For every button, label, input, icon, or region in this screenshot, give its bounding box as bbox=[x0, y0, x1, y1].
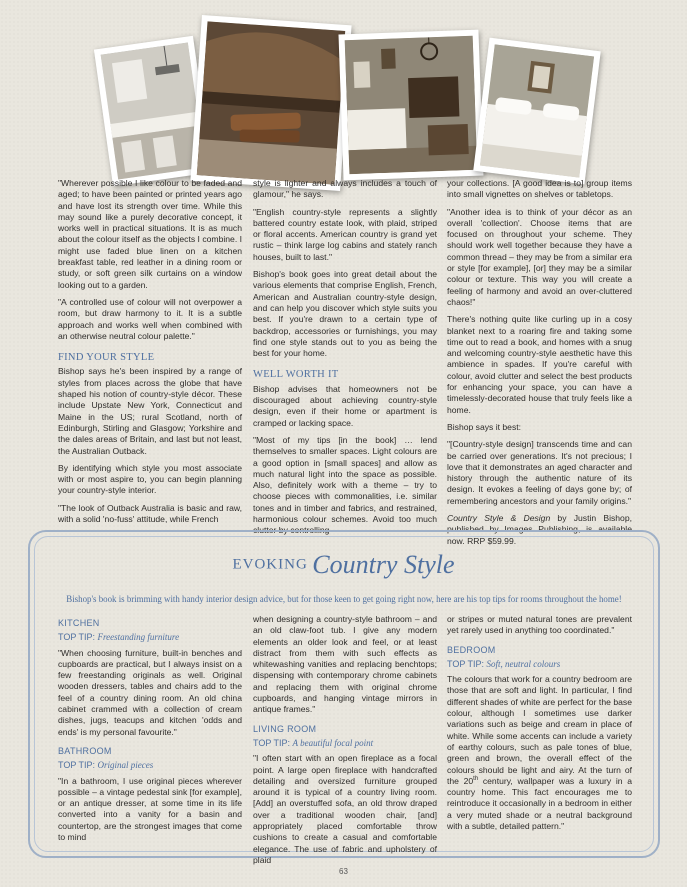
kitchen-photo-art bbox=[101, 42, 206, 179]
book-credit-text: by Justin Bishop, published by Images Publishing, is available now. RRP $59.99. bbox=[447, 513, 633, 546]
top-tip-label: TOP TIP: bbox=[58, 632, 98, 643]
text-segment: The colours that work for a country bedroom are those that are soft and light. In particular, I find different shades of white are perfect for the base colour, although I sometimes use darker variations such as beige and cream in place of white. While some accents can include a variety of earthy colours, such as pale tones of blue, green and brown, the overall effect of the colours should be light and airy. At the turn of the 20 bbox=[447, 674, 632, 786]
text-segment: century, wallpaper was a luxury in a country home. This fact encourages me to reintroduce it occasionally in a bedroom in either a very muted shade or a neutral background with a subtle, detailed pattern." bbox=[447, 775, 632, 832]
top-tip-title: Freestanding furniture bbox=[97, 632, 180, 643]
top-tip-title: Original pieces bbox=[97, 760, 154, 771]
top-tip-label: TOP TIP: bbox=[447, 658, 487, 669]
top-tip bbox=[447, 659, 632, 670]
page-number: 63 bbox=[339, 867, 348, 876]
paragraph: "Wherever possible I like colour to be faded and aged; to have been painted or printed years ago and have lost its strength over time. While this may sound like a purely decorative concept, it works well in practical situations. It is as much about the colour itself as the objects I combine. I might use faded blue linen on a kitchen breakfast table, red leather in a dining room or study, or soft green silk curtains on a window looking out to a garden. bbox=[58, 178, 242, 290]
paragraph: your collections. [A good idea is to] group items into small vignettes on shelves or tabletops. bbox=[447, 178, 632, 200]
room-heading-kitchen: KITCHEN bbox=[58, 618, 100, 628]
section-heading: WELL WORTH IT bbox=[253, 369, 339, 381]
tips-column-1 bbox=[58, 614, 242, 849]
paragraph: Bishop advises that homeowners not be discouraged about achieving country-style design, even if their home or apartment is cramped or lacking space. bbox=[253, 383, 437, 428]
rolltop-desk-photo-art bbox=[197, 21, 345, 184]
top-tip bbox=[253, 738, 437, 749]
bedroom-photo bbox=[473, 38, 600, 185]
room-heading-bathroom: BATHROOM bbox=[58, 745, 112, 756]
paragraph: "English country-style represents a slightly battered country estate look, with plaid, striped or floral accents. American country is grand yet rustic – think large log cabins and stately ranch houses, built to last." bbox=[253, 206, 437, 262]
paragraph bbox=[447, 674, 632, 832]
top-tip bbox=[58, 760, 242, 771]
paragraph: "A controlled use of colour will not overpower a room, but draw harmony to it. It is a subtle approach and works well when combined with an otherwise neutral colour palette." bbox=[58, 296, 242, 341]
room-heading-living-room: LIVING ROOM bbox=[253, 723, 317, 734]
tips-column-3 bbox=[447, 614, 632, 838]
paragraph: Bishop's book goes into great detail about the various elements that comprise English, French, American and Australian country-style design, and can help you discover which style suits you best. If you're drawn to a certain type of backdrop, accessories or furnishings, you may find one style stands out to you as being the best for your home. bbox=[253, 269, 437, 359]
paragraph: "[Country-style design] transcends time and can be carried over generations. It's not precious; I love that it demonstrates an aged character and history through the authentic nature of its design. It evokes a feeling of days gone by; of remembering ancestors and your family origins." bbox=[447, 439, 632, 506]
book-title: Country Style & Design bbox=[447, 513, 551, 524]
bedroom-photo-art bbox=[480, 44, 594, 177]
tips-box-title-script: Country Style bbox=[312, 550, 455, 579]
article-column-1 bbox=[58, 178, 242, 531]
article-column-3 bbox=[447, 178, 632, 553]
paragraph: "Most of my tips [in the book] … lend themselves to smaller spaces. Light colours are a good option in [small spaces] and allow as much natural light into the space as possible. Also, definitely work with a theme – try to choose pieces with commonalities, i.e. similar tones and in timber and fabrics, and restrained, harmonious colour schemes. Avoid too much clutter by controlling bbox=[253, 434, 437, 536]
paragraph: or stripes or muted natural tones are prevalent yet rarely used in anything too coordinated." bbox=[447, 614, 632, 636]
paragraph: "In a bathroom, I use original pieces wherever possible – a vintage pedestal sink [for example], or an antique dresser, at some time in its life converted into a vanity for a basin and countertop, are the strongest images that come to mind bbox=[58, 775, 242, 843]
top-tip-label: TOP TIP: bbox=[58, 760, 98, 771]
top-tip bbox=[58, 632, 242, 643]
rolltop-desk-photo bbox=[190, 15, 351, 191]
paragraph: style is lighter and always includes a touch of glamour," he says. bbox=[253, 178, 437, 200]
top-tip-title: Soft, neutral colours bbox=[486, 658, 561, 669]
paragraph: Bishop says he's been inspired by a range of styles from places across the globe that have shaped his notion of country-style décor. These include Upstate New York, Connecticut and Maine in the US; rural Scotland, north of Edinburgh, Stirling and Glasgow; Yorkshire and the dales areas of Britain, and last but not least, the Australian Outback. bbox=[58, 366, 242, 456]
living-room-photo-art bbox=[345, 36, 478, 174]
paragraph: when designing a country-style bathroom – and an old claw-foot tub. I give any modern elements an older look and feel, or at least distract from them with such effects as whitewashing vanities and replacing benchtops; dispensing with contemporary chrome cabinets and replacing them with original chrome cupboards, and hanging vintage mirrors in antique frames." bbox=[253, 614, 437, 715]
top-tip-title: A beautiful focal point bbox=[292, 737, 374, 748]
section-heading: FIND YOUR STYLE bbox=[58, 352, 155, 364]
paragraph: By identifying which style you most associate with or most aspire to, you can begin planning your country-style interior. bbox=[58, 462, 242, 496]
paragraph: "Another idea is to think of your décor as an overall 'collection'. Choose items that are focused on throughout your scheme. They should work well together because they have a common thread – they may be from a similar era or style [for example], [or] they may be a similar colour or texture. This way you will create a feeling of harmony and avoid an over-cluttered chaos!" bbox=[447, 206, 632, 307]
tips-box-intro: Bishop's book is brimming with handy interior design advice, but for those keen to get going right now, here are his top tips for rooms throughout the home! bbox=[66, 594, 622, 604]
living-room-photo bbox=[338, 30, 483, 181]
room-heading-bedroom: BEDROOM bbox=[447, 644, 496, 655]
paragraph: "When choosing furniture, built-in benches and cupboards are practical, but I always insist on a few freestanding originals as well. Original wooden dressers, tables and chairs add to the feel of a country dining room. An old china cabinet crammed with a collection of cream dishes, jugs, teacups and kitchen 'odds and ends' is my personal favourite." bbox=[58, 647, 242, 737]
article-column-2 bbox=[253, 178, 437, 543]
tips-box-title-caps: EVOKING bbox=[232, 556, 308, 573]
tips-box-title bbox=[0, 550, 687, 580]
paragraph: Bishop says it best: bbox=[447, 421, 522, 432]
paragraph: "The look of Outback Australia is basic and raw, with a solid 'no-fuss' attitude, while French bbox=[58, 502, 242, 525]
top-tip-label: TOP TIP: bbox=[253, 737, 293, 748]
superscript: th bbox=[473, 776, 479, 782]
paragraph: There's nothing quite like curling up in a cosy blanket next to a roaring fire and taking some time out to read a book, and homes with a snug and welcoming country-style aesthetic have this ambience in spades. If you're careful with colour, avoid clutter and select the best products for enhancing your space, you can have a timelessly-decorated house that truly feels like a home. bbox=[447, 314, 632, 415]
tips-column-2 bbox=[253, 614, 437, 872]
paragraph: "I often start with an open fireplace as a focal point. A large open fireplace with handcrafted detailing and oversized furniture grouped around it is typical of a country living room. [Add] an overstuffed sofa, an old throw draped over a traditional wooden chair, [and] appropriately placed comfortable throw cushions to create a casual and comfortable elegance. The use of fabric and upholstery of plaid bbox=[253, 753, 437, 865]
